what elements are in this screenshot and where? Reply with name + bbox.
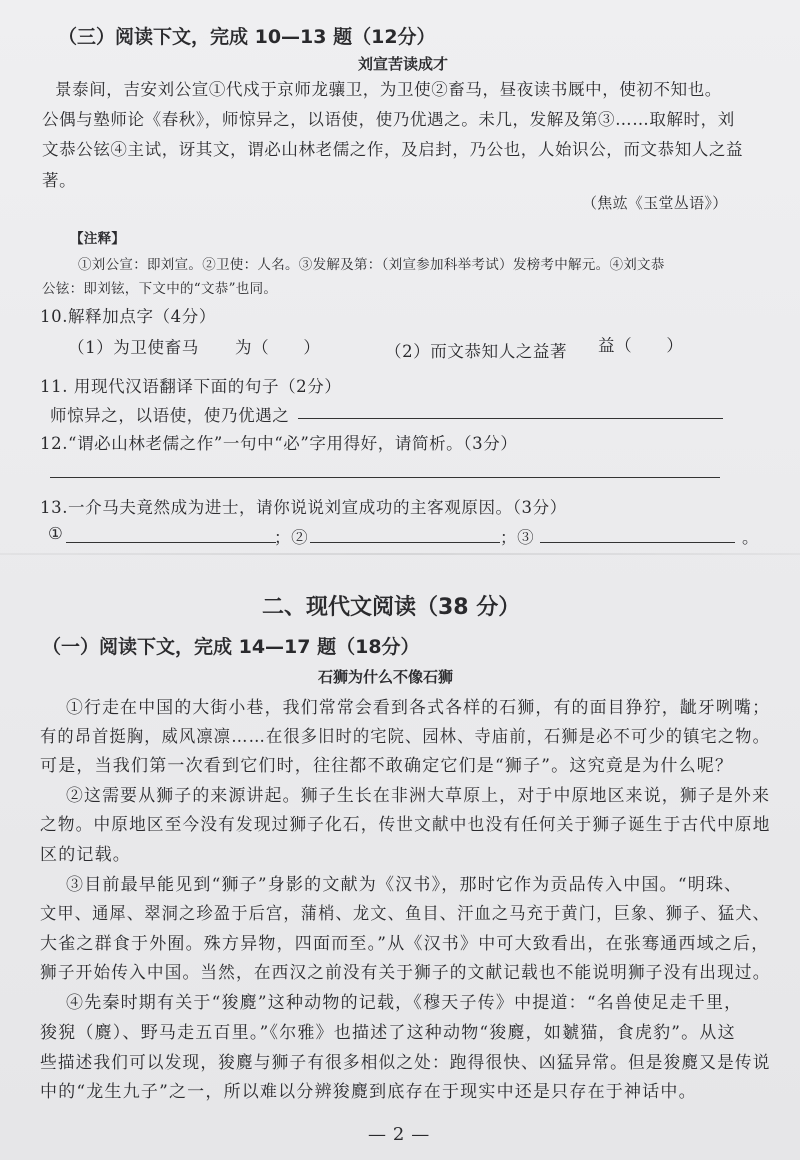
answer-line-q11[interactable] [298, 418, 723, 419]
passage-line: 中的“龙生九子”之一，所以难以分辨狻麑到底存在于现实中还是只存在于神话中。 [40, 1082, 697, 1102]
question-10-item-2: （2）而文恭知人之益著 [385, 342, 568, 361]
passage-title: 刘宣苦读成才 [358, 55, 449, 73]
answer-line-q12[interactable] [50, 477, 720, 478]
blank-marker-3: ；③ [500, 528, 535, 547]
passage-line: ④先秦时期有关于“狻麑”这种动物的记载，《穆天子传》中提道：“名兽使足走千里， [66, 993, 743, 1013]
notes-label: 【注释】 [70, 231, 126, 247]
section-heading: （三）阅读下文，完成 10—13 题（12分） [58, 26, 436, 48]
answer-blank-yi[interactable]: 益（ ） [598, 336, 684, 355]
passage-line: 可是，当我们第一次看到它们时，往往都不敢确定它们是“狮子”。这究竟是为什么呢？ [40, 756, 734, 776]
passage-line: 之物。中原地区至今没有发现过狮子化石，传世文献中也没有任何关于狮子诞生于古代中原地 [40, 815, 771, 835]
note-line: ①刘公宣：即刘宣。②卫使：人名。③发解及第：（刘宣参加科举考试）发榜考中解元。④刘文恭 [78, 257, 665, 273]
translation-sentence: 师惊异之，以语使，使乃优遇之 [50, 406, 290, 425]
passage-line: 著。 [42, 171, 77, 190]
question-12: 12.“谓必山林老儒之作”一句中“必”字用得好，请简析。（3分） [40, 434, 518, 453]
answer-line-q13-2[interactable] [310, 542, 500, 543]
passage-line: 文甲、通犀、翠洞之珍盈于后宫，蒲梢、龙文、鱼目、汗血之马充于黄门，巨象、狮子、猛犬、 [40, 904, 771, 924]
passage-line: 狻猊（麑）、野马走五百里。”《尔雅》也描述了这种动物“狻麑，如虦猫，食虎豹”。从这 [40, 1023, 736, 1043]
section-heading: （一）阅读下文，完成 14—17 题（18分） [42, 636, 420, 658]
question-11: 11. 用现代汉语翻译下面的句子（2分） [40, 377, 342, 396]
question-10: 10.解释加点字（4分） [40, 307, 216, 326]
passage-line: 些描述我们可以发现，狻麑与狮子有很多相似之处：跑得很快、凶猛异常。但是狻麑又是传说 [40, 1053, 771, 1073]
blank-marker-2: ；② [274, 528, 309, 547]
blank-marker-1: ① [48, 524, 64, 543]
answer-line-q13-3[interactable] [540, 542, 735, 543]
page-number: — 2 — [368, 1124, 430, 1145]
answer-blank-wei[interactable]: 为（ ） [235, 338, 321, 357]
passage-line: 景泰间，吉安刘公宣①代戍于京师龙骧卫，为卫使②畜马，昼夜读书厩中，使初不知也。 [55, 80, 722, 99]
passage-line: 文恭公铉④主试，讶其文，谓必山林老儒之作，及启封，乃公也，人始识公，而文恭知人之益 [42, 140, 744, 159]
passage-line: 狮子开始传入中国。当然，在西汉之前没有关于狮子的文献记载也不能说明狮子没有出现过。 [40, 963, 771, 983]
passage-line: 大雀之群食于外囿。殊方异物，四面而至。”从《汉书》中可大致看出，在张骞通西域之后， [40, 934, 770, 954]
passage-line: 有的昂首挺胸，威风凛凛……在很多旧时的宅院、园林、寺庙前，石狮是必不可少的镇宅之物。 [40, 727, 771, 747]
question-13: 13.一介马夫竟然成为进士，请你说说刘宣成功的主客观原因。（3分） [40, 498, 567, 517]
passage-line: 公偶与塾师论《春秋》，师惊异之，以语使，使乃优遇之。未几，发解及第③……取解时，刘 [42, 110, 735, 129]
passage-line: ②这需要从狮子的来源讲起。狮子生长在非洲大草原上，对于中原地区来说，狮子是外来 [66, 786, 771, 806]
blank-end-mark: 。 [742, 528, 760, 547]
paper-fold-crease [0, 553, 800, 555]
part-heading: 二、现代文阅读（38 分） [262, 595, 521, 620]
note-line: 公铉：即刘铉，下文中的“文恭”也同。 [42, 281, 278, 297]
passage-line: ③目前最早能见到“狮子”身影的文献为《汉书》，那时它作为贡品传入中国。“明珠、 [66, 875, 743, 895]
question-10-item-1: （1）为卫使畜马 [68, 338, 199, 357]
passage-title: 石狮为什么不像石狮 [318, 668, 454, 686]
passage-line: ①行走在中国的大街小巷，我们常常会看到各式各样的石狮，有的面目狰狞，龇牙咧嘴； [66, 698, 771, 718]
passage-source: （焦竑《玉堂丛语》） [582, 194, 728, 212]
passage-line: 区的记载。 [40, 845, 131, 865]
answer-line-q13-1[interactable] [66, 542, 276, 543]
